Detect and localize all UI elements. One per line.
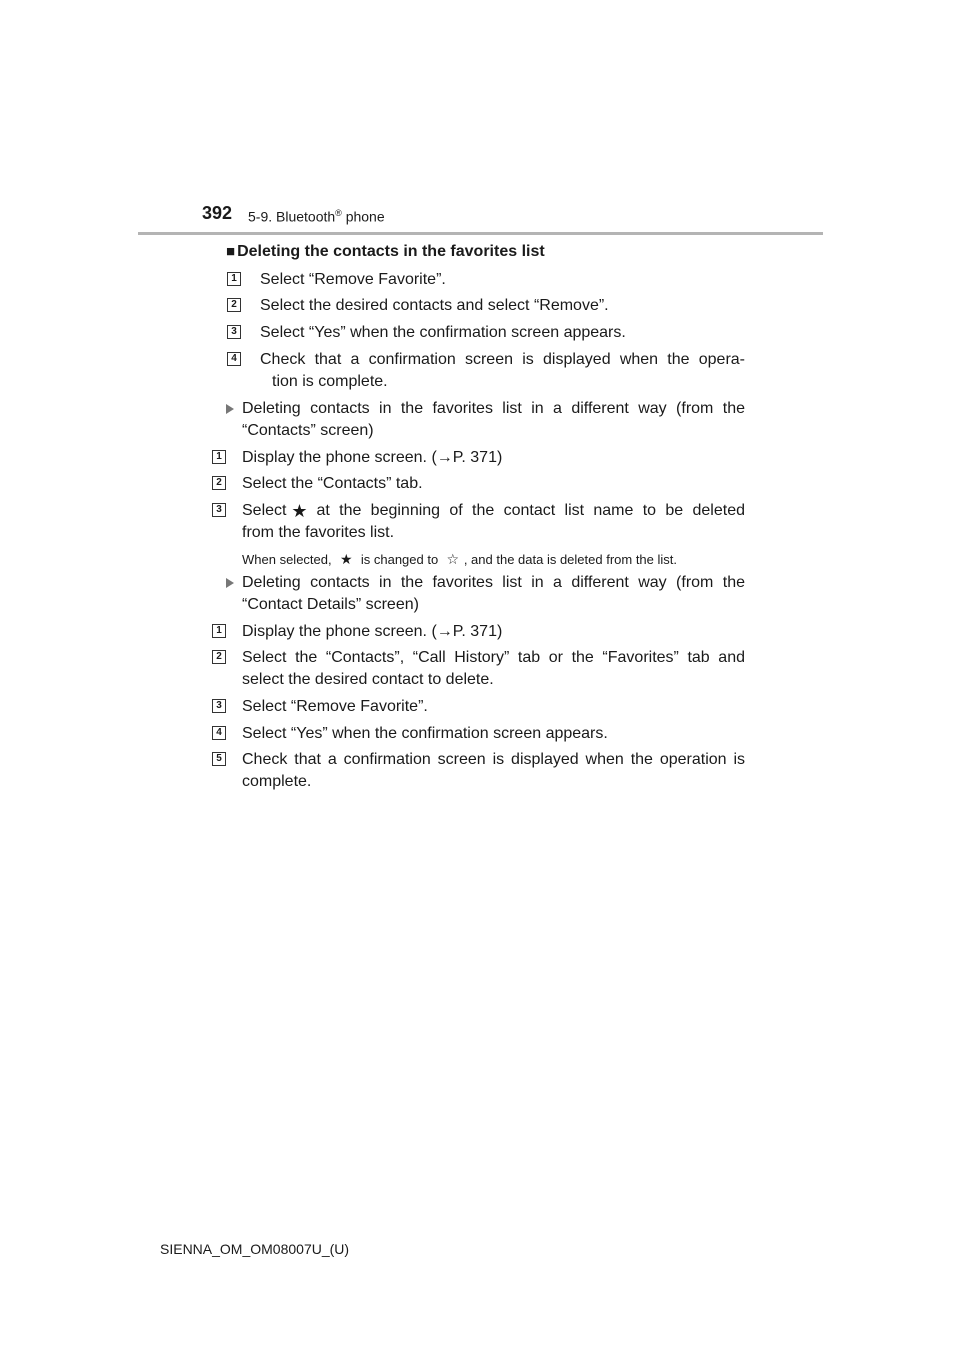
step-number-2: 2 xyxy=(212,650,226,664)
sub-heading-continued: “Contacts” screen) xyxy=(242,422,374,439)
registered-mark: ® xyxy=(335,208,342,218)
step-number-1: 1 xyxy=(227,272,241,286)
step-text: Select ★ at the beginning of the contact list name to be deleted xyxy=(242,501,745,521)
step-number-4: 4 xyxy=(227,352,241,366)
outline-star-icon: ☆ xyxy=(446,551,460,567)
step-number-4: 4 xyxy=(212,726,226,740)
step-number-5: 5 xyxy=(212,752,226,766)
square-bullet-icon: ■ xyxy=(226,243,236,260)
filled-star-icon: ★ xyxy=(339,551,353,567)
step-text: Check that a confirmation screen is displayed when the operation is xyxy=(242,751,745,768)
note: When selected, ★ is changed to ☆ , and the data is deleted from the list. xyxy=(242,551,678,567)
triangle-bullet-icon xyxy=(226,404,234,414)
step-number-2: 2 xyxy=(227,298,241,312)
step-text-continued: tion is complete. xyxy=(272,373,388,390)
step-text: Select “Remove Favorite”. xyxy=(242,698,428,715)
step-text: Check that a confirmation screen is displayed when the opera- xyxy=(260,351,745,368)
step-number-1: 1 xyxy=(212,624,226,638)
document-code: SIENNA_OM_OM08007U_(U) xyxy=(160,1241,350,1257)
triangle-bullet-icon xyxy=(226,578,234,588)
step-number-3: 3 xyxy=(227,325,241,339)
filled-star-icon: ★ xyxy=(291,501,308,521)
section-title: 5-9. Bluetooth® phone xyxy=(248,208,385,225)
page-number: 392 xyxy=(202,203,233,223)
step-text: Select “Yes” when the confirmation screen appears. xyxy=(260,324,626,341)
step-text-continued: complete. xyxy=(242,773,312,790)
sub-heading: Deleting contacts in the favorites list in a different way (from the xyxy=(242,400,745,417)
step-text: Select “Yes” when the confirmation screen appears. xyxy=(242,725,608,742)
step-text: Select the desired contacts and select “Remove”. xyxy=(260,297,609,314)
step-number-1: 1 xyxy=(212,450,226,464)
step-text: Select the “Contacts”, “Call History” tab or the “Favorites” tab and xyxy=(242,649,745,666)
step-text-continued: from the favorites list. xyxy=(242,524,395,541)
step-number-3: 3 xyxy=(212,699,226,713)
step-text: Display the phone screen. (→P. 371) xyxy=(242,623,503,640)
step-text-continued: select the desired contact to delete. xyxy=(242,671,494,688)
step-text: Select the “Contacts” tab. xyxy=(242,475,423,492)
sub-heading: Deleting contacts in the favorites list in a different way (from the xyxy=(242,574,745,591)
step-number-2: 2 xyxy=(212,476,226,490)
header-divider xyxy=(138,232,823,235)
sub-heading-continued: “Contact Details” screen) xyxy=(242,596,419,613)
step-text: Select “Remove Favorite”. xyxy=(260,271,446,288)
step-text: Display the phone screen. (→P. 371) xyxy=(242,449,503,466)
section-heading: ■ Deleting the contacts in the favorites list xyxy=(226,243,545,260)
step-number-3: 3 xyxy=(212,503,226,517)
